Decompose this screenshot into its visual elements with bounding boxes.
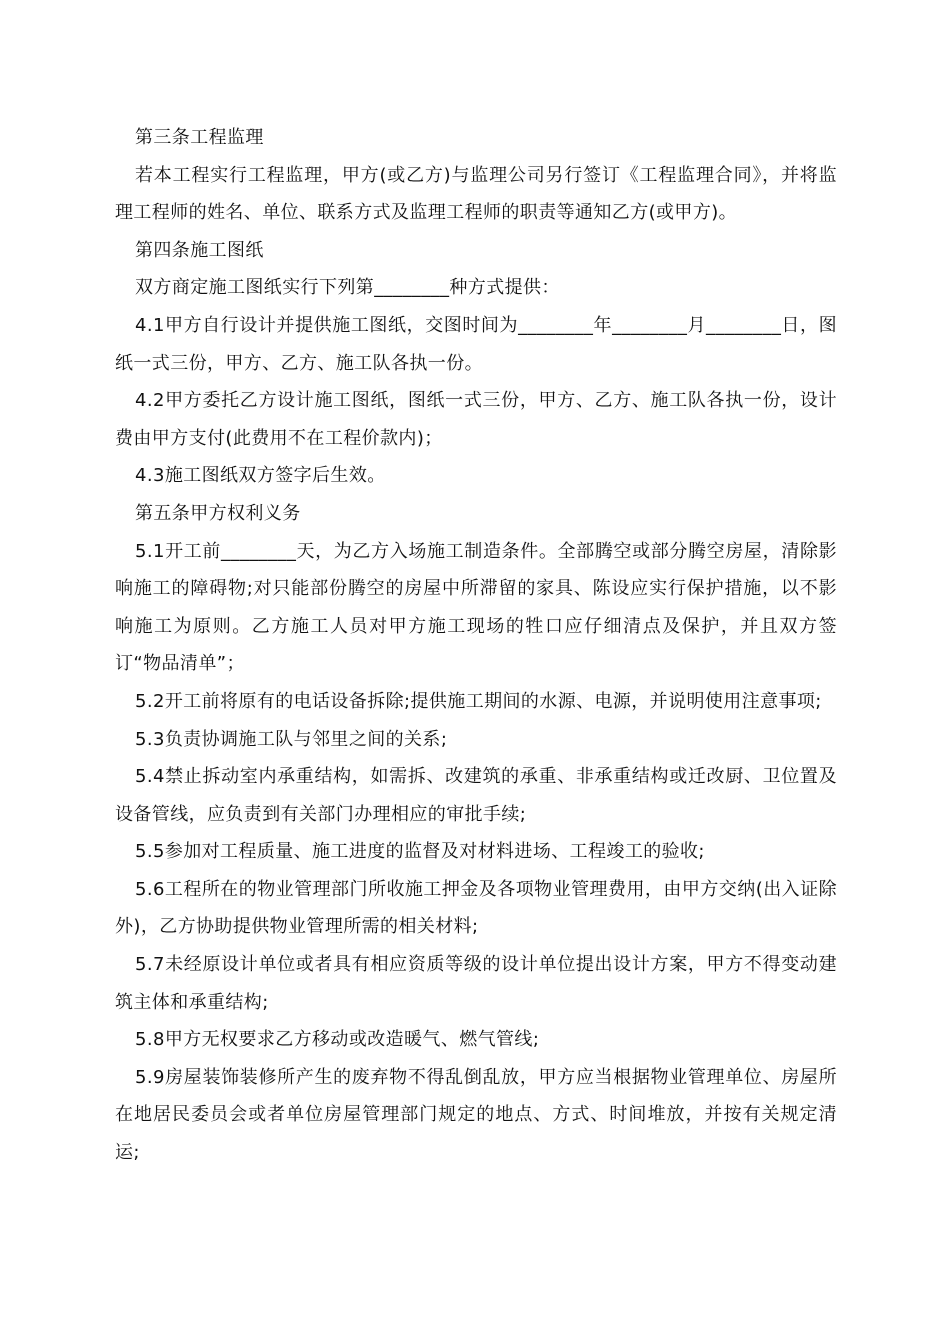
paragraph-drawings-method: 双方商定施工图纸实行下列第________种方式提供： xyxy=(135,277,560,299)
paragraph-supervision: 若本工程实行工程监理，甲方(或乙方)与监理公司另行签订《工程监理合同》，并将监理工程师的姓名、单位、联系方式及监理工程师的职责等通知乙方(或甲方)。 xyxy=(115,164,837,224)
clause-5-3: 5.3负责协调施工队与邻里之间的关系; xyxy=(135,728,448,750)
clause-5-7: 5.7未经原设计单位或者具有相应资质等级的设计单位提出设计方案，甲方不得变动建筑主体和承重结构; xyxy=(115,954,837,1013)
clause-5-2: 5.2开工前将原有的电话设备拆除;提供施工期间的水源、电源，并说明使用注意事项; xyxy=(135,690,822,712)
section-heading-4: 第四条施工图纸 xyxy=(135,239,264,261)
clause-5-8: 5.8甲方无权要求乙方移动或改造暖气、燃气管线; xyxy=(135,1029,540,1051)
document-body xyxy=(115,119,837,1172)
clause-4-1: 4.1甲方自行设计并提供施工图纸，交图时间为________年________月________日，图纸一式三份，甲方、乙方、施工队各执一份。 xyxy=(115,314,837,374)
clause-4-3: 4.3施工图纸双方签字后生效。 xyxy=(135,465,386,487)
clause-4-2: 4.2甲方委托乙方设计施工图纸，图纸一式三份，甲方、乙方、施工队各执一份，设计费由甲方支付(此费用不在工程价款内)； xyxy=(115,390,837,449)
clause-5-1: 5.1开工前________天，为乙方入场施工制造条件。全部腾空或部分腾空房屋，清除影响施工的障碍物;对只能部份腾空的房屋中所滞留的家具、陈设应实行保护措施，以不影响施工为原则。乙方施工人员对甲方施工现场的牲口应仔细清点及保护，并且双方签订“物品清单”； xyxy=(115,540,837,675)
section-heading-3: 第三条工程监理 xyxy=(135,127,264,148)
clause-5-4: 5.4禁止拆动室内承重结构，如需拆、改建筑的承重、非承重结构或迁改厨、卫位置及设备管线，应负责到有关部门办理相应的审批手续; xyxy=(115,766,837,825)
clause-5-5: 5.5参加对工程质量、施工进度的监督及对材料进场、工程竣工的验收; xyxy=(135,841,705,863)
section-heading-5: 第五条甲方权利义务 xyxy=(135,502,301,524)
clause-5-6: 5.6工程所在的物业管理部门所收施工押金及各项物业管理费用，由甲方交纳(出入证除外)，乙方协助提供物业管理所需的相关材料; xyxy=(115,878,837,938)
clause-5-9: 5.9房屋装饰装修所产生的废弃物不得乱倒乱放，甲方应当根据物业管理单位、房屋所在地居民委员会或者单位房屋管理部门规定的地点、方式、时间堆放，并按有关规定清运; xyxy=(115,1066,837,1164)
